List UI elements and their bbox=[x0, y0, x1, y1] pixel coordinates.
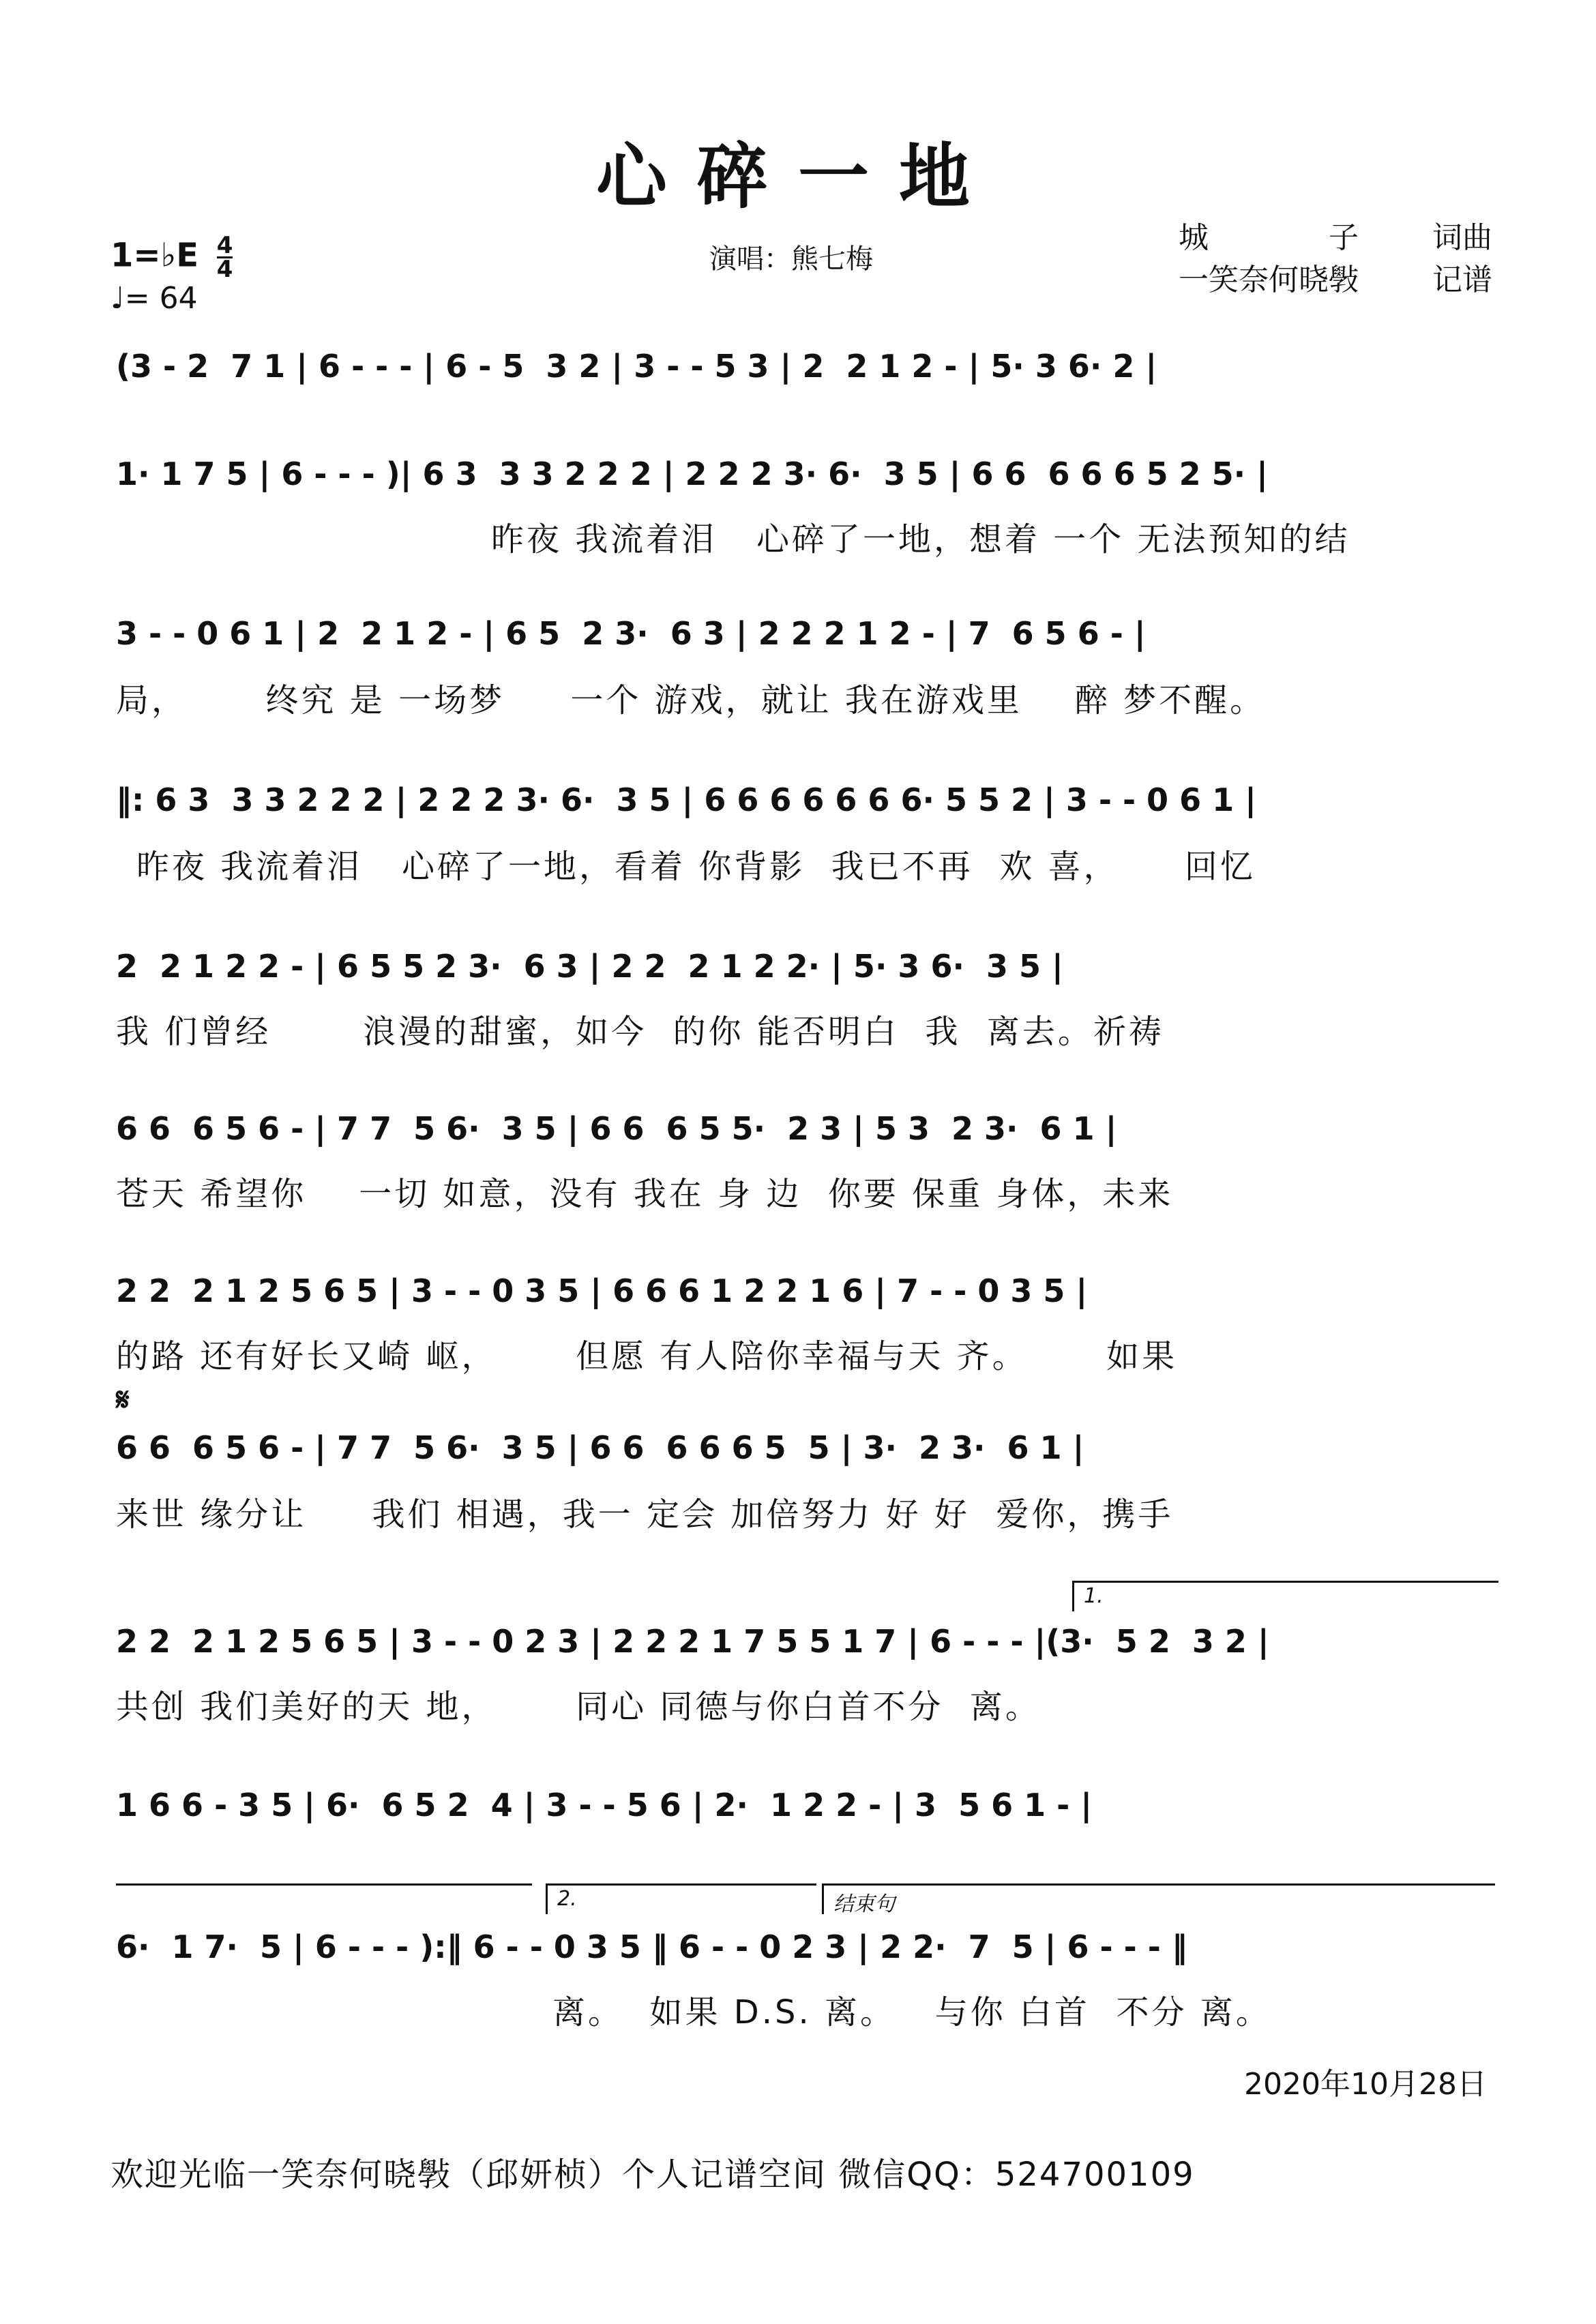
credit-transcriber-row bbox=[1179, 259, 1492, 301]
key-label: 1=♭E bbox=[110, 236, 199, 275]
lyrics-line-2: 昨夜 我流着泪 心碎了一地，想着 一个 无法预知的结 bbox=[491, 520, 1350, 558]
lyrics-line-6: 苍天 希望你 一切 如意，没有 我在 身 边 你要 保重 身体，未来 bbox=[116, 1175, 1174, 1213]
volta-first-label: 1. bbox=[1084, 1584, 1104, 1608]
lyrics-line-7: 的路 还有好长又崎 岖， 但愿 有人陪你幸福与天 齐。 如果 bbox=[116, 1337, 1178, 1375]
score-date: 2020年10月28日 bbox=[1244, 2067, 1487, 2102]
score-system-4: ‖: 6 3 3 3 2 2 2 | 2 2 2 3· 6· 3 5 | 6 6 6 6 6 6 6· 5 5 2 | 3 - - 0 6 1 | bbox=[116, 781, 1256, 818]
score-system-10: 1 6 6 - 3 5 | 6· 6 5 2 4 | 3 - - 5 6 | 2· 1 2 2 - | 3 5 6 1 - | bbox=[116, 1787, 1093, 1823]
lyrics-line-3: 局， 终究 是 一场梦 一个 游戏，就让 我在游戏里 醉 梦不醒。 bbox=[116, 681, 1266, 719]
volta-second-ending bbox=[546, 1883, 816, 1914]
system-11-top-rule bbox=[116, 1883, 532, 1886]
lyrics-line-9: 共创 我们美好的天 地， 同心 同德与你白首不分 离。 bbox=[116, 1688, 1041, 1726]
lyrics-line-8: 来世 缘分让 我们 相遇，我一 定会 加倍努力 好 好 爱你，携手 bbox=[116, 1495, 1174, 1534]
volta-second-label: 2. bbox=[557, 1887, 577, 1911]
score-system-9: 2 2 2 1 2 5 6 5 | 3 - - 0 2 3 | 2 2 2 1 7 5 5 1 7 | 6 - - - |(3· 5 2 3 2 | bbox=[116, 1623, 1269, 1660]
volta-first-ending bbox=[1072, 1581, 1498, 1611]
score-system-1: (3 - 2 7 1 | 6 - - - | 6 - 5 3 2 | 3 - - 5 3 | 2 2 1 2 - | 5· 3 6· 2 | bbox=[116, 348, 1157, 385]
lyrics-line-11: 离。 如果 D.S. 离。 与你 白首 不分 离。 bbox=[552, 1993, 1271, 2031]
coda-ending bbox=[822, 1883, 1495, 1914]
key-signature bbox=[110, 232, 233, 283]
score-system-6: 6 6 6 5 6 - | 7 7 5 6· 3 5 | 6 6 6 5 5· 2 3 | 5 3 2 3· 6 1 | bbox=[116, 1110, 1117, 1147]
credit-transcriber-role: 记谱 bbox=[1432, 263, 1492, 297]
song-title: 心碎一地 bbox=[595, 134, 1000, 218]
credit-composer-name: 城 子 bbox=[1179, 220, 1359, 255]
coda-label: 结束句 bbox=[833, 1892, 895, 1916]
credit-composer-row bbox=[1179, 217, 1492, 259]
score-system-11: 6· 1 7· 5 | 6 - - - ):‖ 6 - - 0 3 5 ‖ 6 - - 0 2 3 | 2 2· 7 5 | 6 - - - ‖ bbox=[116, 1928, 1187, 1965]
tempo-marking: ♩= 64 bbox=[110, 281, 198, 316]
score-system-5: 2 2 1 2 2 - | 6 5 5 2 3· 6 3 | 2 2 2 1 2 2· | 5· 3 6· 3 5 | bbox=[116, 948, 1063, 985]
credits-block bbox=[1179, 217, 1492, 301]
score-system-7: 2 2 2 1 2 5 6 5 | 3 - - 0 3 5 | 6 6 6 1 2 2 1 6 | 7 - - 0 3 5 | bbox=[116, 1272, 1088, 1309]
singer-credit: 演唱：熊七梅 bbox=[709, 243, 873, 275]
footer-note: 欢迎光临一笑奈何晓斅（邱妍桢）个人记谱空间 微信QQ：524700109 bbox=[110, 2156, 1195, 2194]
segno-sign: 𝄋 bbox=[116, 1381, 130, 1418]
lyrics-line-5: 我 们曾经 浪漫的甜蜜，如今 的你 能否明白 我 离去。祈祷 bbox=[116, 1013, 1164, 1051]
credit-transcriber-name: 一笑奈何晓斅 bbox=[1179, 263, 1359, 297]
lyrics-line-4: 昨夜 我流着泪 心碎了一地，看着 你背影 我已不再 欢 喜， 回忆 bbox=[136, 848, 1256, 886]
time-signature bbox=[216, 232, 233, 283]
score-system-8: 6 6 6 5 6 - | 7 7 5 6· 3 5 | 6 6 6 6 6 5 5 | 3· 2 3· 6 1 | bbox=[116, 1429, 1084, 1466]
time-signature-top: 4 bbox=[216, 232, 233, 259]
credit-composer-role: 词曲 bbox=[1432, 220, 1492, 255]
time-signature-bottom: 4 bbox=[216, 256, 233, 283]
score-system-2: 1· 1 7 5 | 6 - - - )| 6 3 3 3 2 2 2 | 2 2 2 3· 6· 3 5 | 6 6 6 6 6 5 2 5· | bbox=[116, 456, 1268, 492]
score-system-3: 3 - - 0 6 1 | 2 2 1 2 - | 6 5 2 3· 6 3 | 2 2 2 1 2 - | 7 6 5 6 - | bbox=[116, 615, 1146, 652]
